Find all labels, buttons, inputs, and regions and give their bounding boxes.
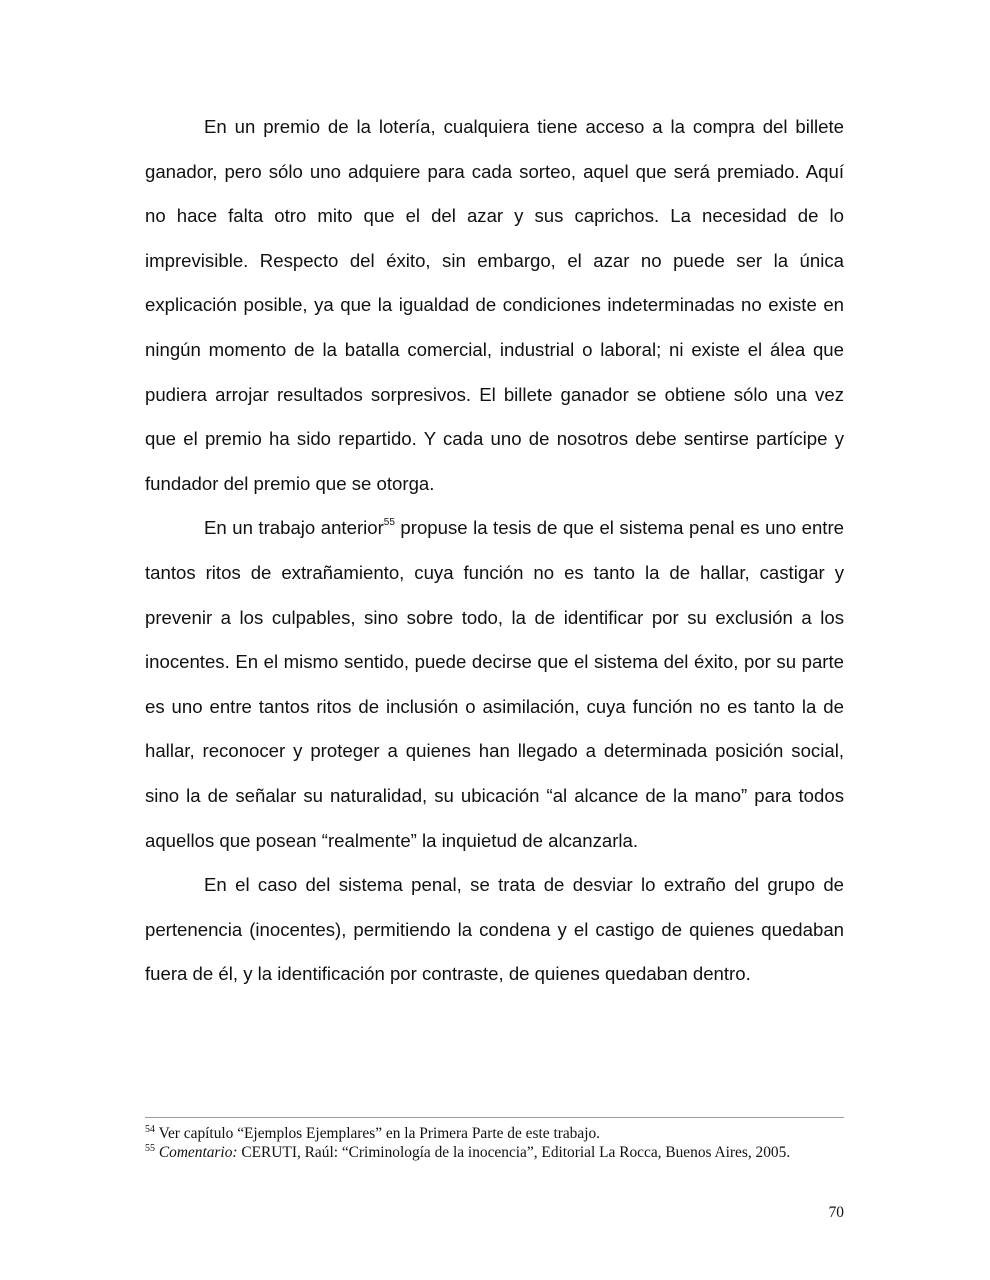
footnote-text: Ver capítulo “Ejemplos Ejemplares” en la Primera Parte de este trabajo.: [155, 1125, 601, 1142]
footnote-number: 54: [145, 1123, 155, 1135]
footnote-reference-55[interactable]: 55: [383, 517, 395, 529]
paragraph-2: [145, 506, 844, 863]
footnote-text: CERUTI, Raúl: “Criminología de la inocencia”, Editorial La Rocca, Buenos Aires, 2005.: [237, 1144, 791, 1161]
footnote-italic-label: Comentario:: [158, 1144, 238, 1161]
paragraph-2-text-end: propuse la tesis de que el sistema penal es uno entre tantos ritos de extrañamiento, cuya función no es tanto la de hallar, castigar y prevenir a los culpables, sino sobre todo, la de identificar por su exclusión a los inocentes. En el mismo sentido, puede decirse que el sistema del éxito, por su parte es uno entre tantos ritos de inclusión o asimilación, cuya función no es tanto la de hallar, reconocer y proteger a quienes han llegado a determinada posición social, sino la de señalar su naturalidad, su ubicación “al alcance de la mano” para todos aquellos que posean “realmente” la inquietud de alcanzarla.: [145, 517, 844, 851]
footnote-number: 55: [145, 1142, 155, 1154]
paragraph-3: En el caso del sistema penal, se trata de desviar lo extraño del grupo de pertenencia (inocentes), permitiendo la condena y el castigo de quienes quedaban fuera de él, y la identificación por contraste, de quienes quedaban dentro.: [145, 874, 844, 985]
paragraph-1: En un premio de la lotería, cualquiera tiene acceso a la compra del billete ganador, pero sólo uno adquiere para cada sorteo, aquel que será premiado. Aquí no hace falta otro mito que el del azar y sus caprichos. La necesidad de lo imprevisible. Respecto del éxito, sin embargo, el azar no puede ser la única explicación posible, ya que la igualdad de condiciones indeterminadas no existe en ningún momento de la batalla comercial, industrial o laboral; ni existe el álea que pudiera arrojar resultados sorpresivos. El billete ganador se obtiene sólo una vez que el premio ha sido repartido. Y cada uno de nosotros debe sentirse partícipe y fundador del premio que se otorga.: [145, 116, 844, 494]
footnotes: [145, 1124, 844, 1162]
paragraph-2-text-start: En un trabajo anterior: [204, 517, 384, 539]
footnote-55: [145, 1143, 844, 1162]
footnote-54: [145, 1124, 844, 1143]
page-number: 70: [828, 1204, 844, 1221]
footnote-separator: [145, 1117, 844, 1118]
body-text: [145, 105, 844, 997]
